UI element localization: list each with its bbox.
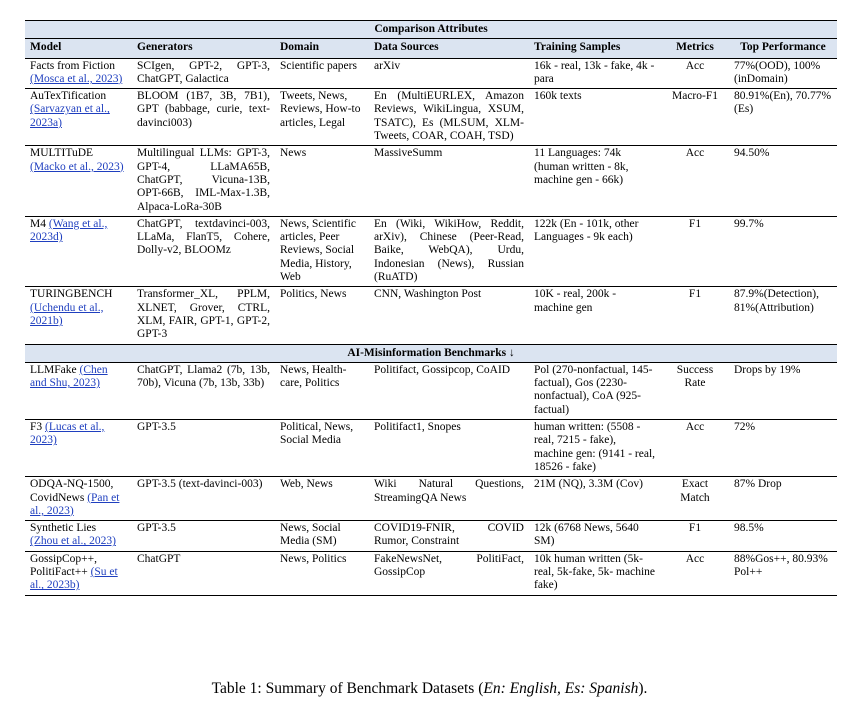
cell-data-sources: arXiv: [374, 59, 401, 72]
cell-top-performance: 94.50%: [729, 146, 837, 216]
cell-top-performance: 99.7%: [729, 216, 837, 286]
table-row: [25, 477, 837, 521]
table-row: [25, 146, 837, 216]
cell-data-sources: En (MultiEURLEX, Amazon Reviews, WikiLingua, XSUM, TSATC), Es (MLSUM, XLM-Tweets, COAR, COAH, TSD): [369, 89, 529, 146]
cell-generators: GPT-3.5: [132, 521, 275, 552]
column-header-row: [25, 39, 837, 58]
cell-data-sources: CNN, Washington Post: [369, 287, 529, 344]
table-row: [25, 521, 837, 552]
cell-model: [25, 477, 132, 521]
table-row: [25, 287, 837, 344]
table-row: [25, 216, 837, 286]
cell-metrics: Acc: [661, 420, 729, 477]
col-header-domain: Domain: [275, 39, 369, 58]
cell-model: [25, 146, 132, 216]
cell-domain: Politics, News: [275, 287, 369, 344]
cell-model: [25, 551, 132, 595]
cell-model: [25, 216, 132, 286]
model-name: Facts from Fiction: [30, 59, 115, 72]
model-name: M4: [30, 217, 46, 230]
col-header-training-samples: Training Samples: [529, 39, 661, 58]
citation-link[interactable]: (Pan et al., 2023): [30, 491, 120, 517]
model-name: Synthetic Lies: [30, 522, 97, 535]
model-name: F3: [30, 421, 43, 434]
citation-link[interactable]: (Mosca et al., 2023): [30, 72, 123, 85]
citation-link[interactable]: (Macko et al., 2023): [30, 160, 124, 173]
cell-domain: Scientific papers: [280, 59, 357, 72]
table-caption: [0, 680, 859, 698]
cell-domain: News: [275, 146, 369, 216]
cell-training-samples: human written: (5508 - real, 7215 - fake), machine gen: (9141 - real, 18526 - fake): [529, 420, 661, 477]
cell-generators: GPT-3.5 (text-davinci-003): [132, 477, 275, 521]
cell-model: [25, 420, 132, 477]
cell-top-performance: 72%: [729, 420, 837, 477]
cell-data-sources: MassiveSumm: [369, 146, 529, 216]
cell-training-samples: 12k (6768 News, 5640 SM): [529, 521, 661, 552]
cell-generators: ChatGPT: [132, 551, 275, 595]
citation-link[interactable]: (Zhou et al., 2023): [30, 535, 116, 548]
table-row: [25, 362, 837, 419]
cell-metrics: Acc: [685, 59, 705, 72]
group-header: Comparison Attributes: [25, 21, 837, 39]
citation-link[interactable]: (Su et al., 2023b): [30, 565, 118, 592]
cell-model: [25, 521, 132, 552]
cell-training-samples: 10K - real, 200k - machine gen: [529, 287, 661, 344]
cell-metrics: Exact Match: [661, 477, 729, 521]
group-header-row: [25, 21, 837, 39]
cell-model: [25, 89, 132, 146]
cell-data-sources: En (Wiki, WikiHow, Reddit, arXiv), Chinese (Peer-Read, Baike, WebQA), Urdu, Indonesian (News), Russian (RuATD): [369, 216, 529, 286]
model-name: LLMFake: [30, 363, 77, 376]
cell-metrics: F1: [661, 521, 729, 552]
cell-training-samples: 10k human written (5k-real, 5k-fake, 5k- machine fake): [529, 551, 661, 595]
cell-generators: ChatGPT, Llama2 (7b, 13b, 70b), Vicuna (7b, 13b, 33b): [137, 363, 270, 390]
citation-link[interactable]: (Sarvazyan et al., 2023a): [30, 103, 110, 129]
cell-metrics: Acc: [661, 146, 729, 216]
cell-top-performance: 80.91%(En), 70.77%(Es): [729, 89, 837, 146]
cell-domain: News, Health-care, Politics: [280, 363, 347, 390]
col-header-generators: Generators: [132, 39, 275, 58]
table-row: [25, 551, 837, 595]
cell-training-samples: 21M (NQ), 3.3M (Cov): [529, 477, 661, 521]
cell-domain: News, Scientific articles, Peer Reviews, Social Media, History, Web: [275, 216, 369, 286]
citation-link[interactable]: (Chen and Shu, 2023): [30, 363, 108, 390]
cell-training-samples: 122k (En - 101k, other Languages - 9k each): [529, 216, 661, 286]
section-header: AI-Misinformation Benchmarks ↓: [25, 344, 837, 362]
cell-top-performance: Drops by 19%: [734, 363, 801, 376]
cell-training-samples: 160k texts: [529, 89, 661, 146]
cell-metrics: Macro-F1: [661, 89, 729, 146]
cell-generators: SCIgen, GPT-2, GPT-3, ChatGPT, Galactica: [137, 59, 270, 85]
cell-model: [25, 58, 132, 89]
cell-top-performance: 88%Gos++, 80.93% Pol++: [729, 551, 837, 595]
cell-metrics: Acc: [661, 551, 729, 595]
cell-data-sources: COVID19-FNIR, COVID Rumor, Constraint: [369, 521, 529, 552]
cell-model: [25, 287, 132, 344]
table-row: [25, 420, 837, 477]
benchmark-table: [25, 20, 837, 596]
cell-data-sources: Wiki Natural Questions, StreamingQA News: [369, 477, 529, 521]
benchmark-table-container: [25, 20, 837, 596]
citation-link[interactable]: (Wang et al., 2023d): [30, 217, 108, 244]
cell-domain: Political, News, Social Media: [275, 420, 369, 477]
cell-generators: Transformer_XL, PPLM, XLNET, Grover, CTRL, XLM, FAIR, GPT-1, GPT-2, GPT-3: [132, 287, 275, 344]
cell-metrics: F1: [661, 287, 729, 344]
cell-top-performance: 87% Drop: [729, 477, 837, 521]
col-header-model: Model: [25, 39, 132, 58]
cell-top-performance: 98.5%: [729, 521, 837, 552]
cell-top-performance: 87.9%(Detection), 81%(Attribution): [729, 287, 837, 344]
caption-suffix: ).: [638, 680, 648, 697]
col-header-metrics: Metrics: [661, 39, 729, 58]
citation-link[interactable]: (Uchendu et al., 2021b): [30, 301, 104, 327]
cell-training-samples: 11 Languages: 74k (human written - 8k, machine gen - 66k): [529, 146, 661, 216]
cell-domain: News, Politics: [275, 551, 369, 595]
model-name: MULTITuDE: [30, 147, 94, 160]
cell-generators: BLOOM (1B7, 3B, 7B1), GPT (babbage, curie, text-davinci003): [132, 89, 275, 146]
col-header-data-sources: Data Sources: [369, 39, 529, 58]
cell-metrics: Success Rate: [676, 363, 714, 390]
cell-domain: News, Social Media (SM): [275, 521, 369, 552]
cell-training-samples: 16k - real, 13k - fake, 4k - para: [534, 59, 655, 85]
model-name: TURINGBENCH: [30, 288, 113, 301]
table-row: [25, 89, 837, 146]
cell-training-samples: Pol (270-nonfactual, 145-factual), Gos (2230-nonfactual), CoA (925-factual): [534, 363, 653, 416]
cell-generators: GPT-3.5: [132, 420, 275, 477]
model-name: AuTexTification: [30, 90, 107, 103]
cell-generators: ChatGPT, textdavinci-003, LLaMa, FlanT5, Cohere, Dolly-v2, BLOOMz: [132, 216, 275, 286]
model-name: GossipCop++, PolitiFact++: [30, 552, 97, 578]
cell-generators: Multilingual LLMs: GPT-3, GPT-4, LLaMA65B, ChatGPT, Vicuna-13B, OPT-66B, IML-Max-1.3B, Alpaca-LoRa-30B: [132, 146, 275, 216]
cell-domain: Web, News: [275, 477, 369, 521]
cell-top-performance: 77%(OOD), 100% (inDomain): [734, 59, 821, 85]
cell-data-sources: FakeNewsNet, PolitiFact, GossipCop: [369, 551, 529, 595]
caption-prefix: Table 1: Summary of Benchmark Datasets (: [211, 680, 484, 697]
section-header-row: [25, 344, 837, 362]
cell-domain: Tweets, News, Reviews, How-to articles, Legal: [275, 89, 369, 146]
caption-italic: En: English, Es: Spanish: [483, 680, 639, 697]
cell-model: [25, 362, 132, 419]
col-header-top-performance: Top Performance: [729, 39, 837, 58]
model-name: ODQA-NQ-1500, CovidNews: [30, 478, 114, 504]
cell-metrics: F1: [661, 216, 729, 286]
table-row: [25, 58, 837, 89]
citation-link[interactable]: (Lucas et al., 2023): [30, 421, 105, 447]
cell-data-sources: Politifact1, Snopes: [369, 420, 529, 477]
cell-data-sources: Politifact, Gossipcop, CoAID: [374, 363, 511, 376]
